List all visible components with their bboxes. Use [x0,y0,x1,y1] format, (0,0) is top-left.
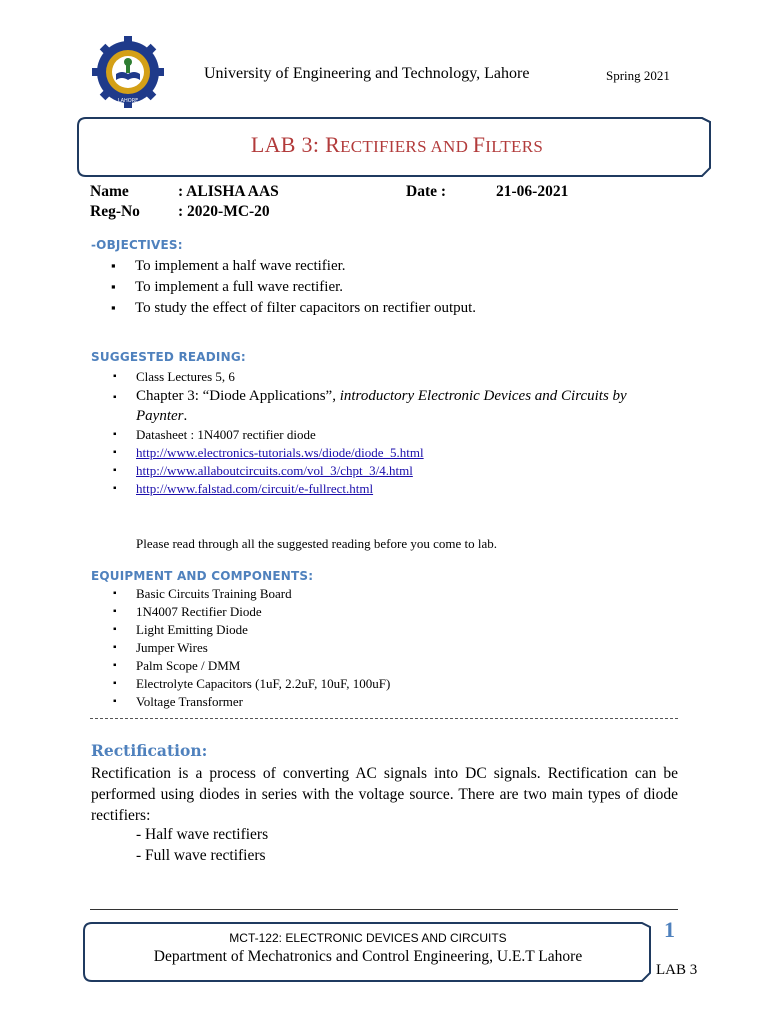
list-item: ▪ Palm Scope / DMM [91,657,651,675]
link-allaboutcircuits[interactable]: http://www.allaboutcircuits.com/vol_3/chpt_3/4.html [136,463,413,478]
rectifier-type: - Full wave rectifiers [136,847,266,864]
rectifier-type: - Half wave rectifiers [136,826,269,843]
equipment-list [91,585,651,711]
list-item: ▪ Basic Circuits Training Board [91,585,651,603]
list-item: ▪ Class Lectures 5, 6 [91,368,651,386]
reg-value: : 2020-MC-20 [178,203,270,220]
footer-rule [90,909,678,910]
lab-label: LAB 3 [656,962,698,978]
list-item: ▪ Chapter 3: “Diode Applications”, introductory Electronic Devices and Circuits by Paynter. [91,386,651,426]
list-item: ▪ Electrolyte Capacitors (1uF, 2.2uF, 10uF, 100uF) [91,675,651,693]
list-item: ▪ 1N4007 Rectifier Diode [91,603,651,621]
list-item: ▪ Datasheet : 1N4007 rectifier diode [91,426,651,444]
list-item: ▪ To implement a half wave rectifier. [91,256,691,277]
rectification-heading: Rectification: [91,741,208,760]
reading-list [91,368,651,498]
section-divider [90,718,678,719]
department-name: Department of Mechatronics and Control Engineering, U.E.T Lahore [153,948,583,965]
link-falstad[interactable]: http://www.falstad.com/circuit/e-fullrect.html [136,481,374,496]
list-item [91,480,651,498]
university-name: University of Engineering and Technology, Lahore [204,65,530,82]
lab-title: LAB 3: RECTIFIERS AND FILTERS [250,132,544,157]
equipment-heading: EQUIPMENT AND COMPONENTS: [91,569,314,583]
list-item [91,462,651,480]
objectives-heading: -OBJECTIVES: [91,238,183,252]
date-value: 21-06-2021 [496,183,569,200]
course-title: MCT-122: ELECTRONIC DEVICES AND CIRCUITS [229,931,507,945]
list-item [91,444,651,462]
reg-label: Reg-No [90,203,140,220]
list-item: ▪ Light Emitting Diode [91,621,651,639]
suggested-reading-heading: SUGGESTED READING: [91,350,246,364]
list-item: ▪ Jumper Wires [91,639,651,657]
term-label: Spring 2021 [606,68,670,83]
date-label: Date : [406,183,447,200]
list-item: ▪ Voltage Transformer [91,693,651,711]
name-label: Name [90,183,129,200]
objectives-list [91,256,691,319]
name-value: : ALISHA AAS [178,183,279,200]
link-electronics-tutorials[interactable]: http://www.electronics-tutorials.ws/diode/diode_5.html [136,445,424,460]
rectification-paragraph: Rectification is a process of converting AC signals into DC signals. Rectification can be performed using diodes in series with the voltage source. There are two main types of diode rectifiers: [91,765,678,824]
reading-note: Please read through all the suggested reading before you come to lab. [136,536,497,551]
university-logo [92,36,164,108]
list-item: ▪ To implement a full wave rectifier. [91,277,691,298]
list-item: ▪ To study the effect of filter capacitors on rectifier output. [91,298,691,319]
page-number: 1 [664,917,675,942]
logo-city-text: LAHORE [117,98,139,104]
